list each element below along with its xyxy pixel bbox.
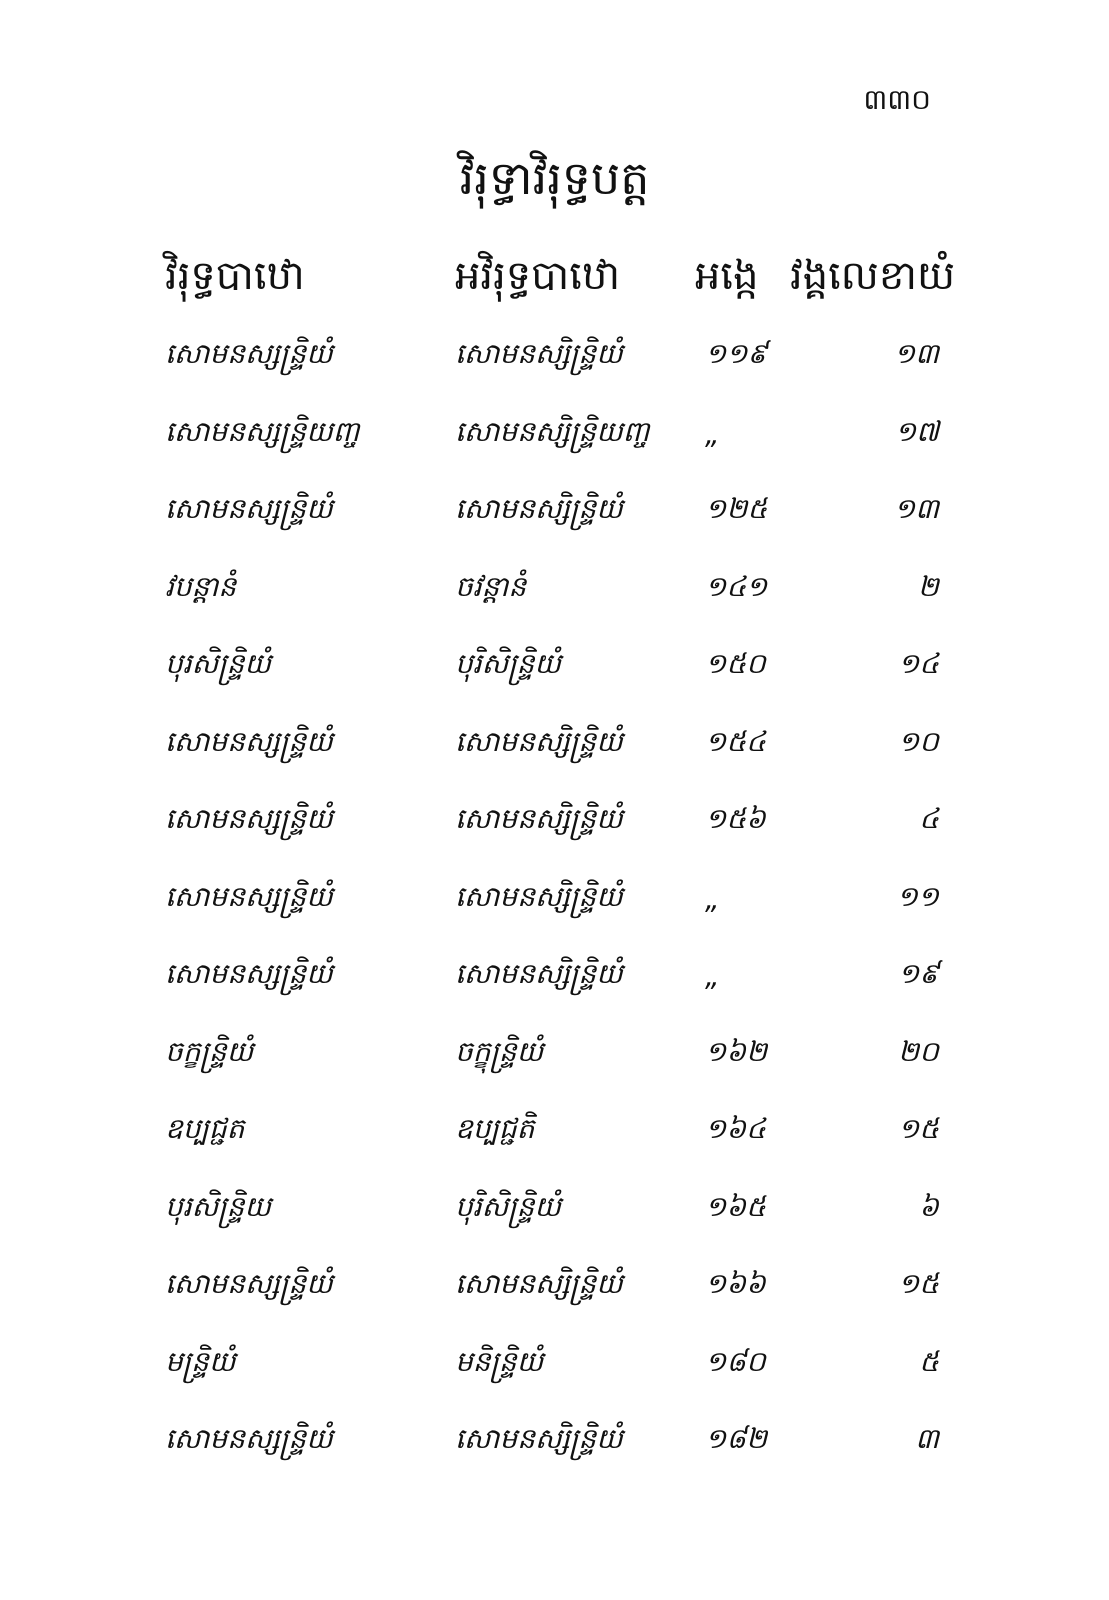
errata-table-body bbox=[165, 318, 945, 1481]
table-row bbox=[165, 706, 945, 784]
cell-correct-reading: មនិន្ទ្រិយំ bbox=[455, 1344, 544, 1378]
cell-page: ១១៩ bbox=[705, 337, 768, 371]
errata-table-header bbox=[165, 240, 956, 318]
table-row bbox=[165, 1016, 945, 1094]
cell-correct-reading: សោមនស្សិន្ទ្រិយំ bbox=[455, 1267, 623, 1301]
cell-correct-reading: ចក្ខុន្ទ្រិយំ bbox=[455, 1034, 544, 1068]
table-row bbox=[165, 396, 945, 474]
cell-wrong-reading: សោមនស្សន្ទ្រិយំ bbox=[165, 1422, 333, 1456]
table-row bbox=[165, 1171, 945, 1249]
cell-page: ១៨០ bbox=[705, 1344, 766, 1378]
table-row bbox=[165, 938, 945, 1016]
table-row bbox=[165, 1403, 945, 1481]
cell-line: ១៩ bbox=[897, 957, 939, 991]
cell-correct-reading: ឧប្បជ្ជតិ bbox=[455, 1112, 535, 1146]
cell-wrong-reading: សោមនស្សន្ទ្រិយំ bbox=[165, 879, 333, 913]
cell-page: ១៦៤ bbox=[705, 1112, 766, 1146]
cell-wrong-reading: វបន្តានំ bbox=[165, 569, 237, 603]
errata-table bbox=[165, 240, 956, 1481]
cell-correct-reading: សោមនស្សិន្ទ្រិយំ bbox=[455, 957, 623, 991]
table-row bbox=[165, 1093, 945, 1171]
cell-line: ១០ bbox=[897, 724, 939, 758]
cell-correct-reading: សោមនស្សិន្ទ្រិយញ្ច bbox=[455, 414, 650, 448]
cell-correct-reading: សោមនស្សិន្ទ្រិយំ bbox=[455, 724, 623, 758]
cell-page: ១៥៦ bbox=[705, 802, 766, 836]
cell-page: ១៥៤ bbox=[705, 724, 766, 758]
cell-wrong-reading: សោមនស្សន្ទ្រិយំ bbox=[165, 957, 333, 991]
cell-page: „ bbox=[705, 417, 720, 451]
cell-correct-reading: បុរិសិន្ទ្រិយំ bbox=[455, 1189, 562, 1223]
cell-line: ១១ bbox=[896, 879, 939, 913]
cell-page: ១៦៥ bbox=[705, 1189, 766, 1223]
cell-wrong-reading: ចក្ខន្ទ្រិយំ bbox=[165, 1034, 254, 1068]
table-row bbox=[165, 318, 945, 396]
cell-line: ១៣ bbox=[893, 492, 939, 526]
cell-page: „ bbox=[705, 960, 720, 994]
cell-page: ១៦៦ bbox=[705, 1267, 766, 1301]
cell-page: ១៦២ bbox=[705, 1034, 768, 1068]
cell-line: ១៧ bbox=[894, 414, 939, 448]
cell-line: ១៤ bbox=[897, 647, 939, 681]
cell-line: ២ bbox=[917, 569, 939, 603]
table-row bbox=[165, 1326, 945, 1404]
table-row bbox=[165, 473, 945, 551]
table-row bbox=[165, 861, 945, 939]
cell-page: ១៤១ bbox=[705, 569, 768, 603]
table-row bbox=[165, 783, 945, 861]
cell-correct-reading: សោមនស្សិន្ទ្រិយំ bbox=[455, 879, 623, 913]
table-row bbox=[165, 1248, 945, 1326]
cell-wrong-reading: បុរសិន្ទ្រិយំ bbox=[165, 647, 272, 681]
cell-wrong-reading: សោមនស្សន្ទ្រិយំ bbox=[165, 337, 333, 371]
cell-wrong-reading: បុរសិន្ទ្រិយ bbox=[165, 1189, 272, 1223]
cell-wrong-reading: មន្ទ្រិយំ bbox=[165, 1344, 236, 1378]
cell-wrong-reading: សោមនស្សន្ទ្រិយំ bbox=[165, 724, 333, 758]
cell-wrong-reading: សោមនស្សន្ទ្រិយំ bbox=[165, 492, 333, 526]
cell-correct-reading: សោមនស្សិន្ទ្រិយំ bbox=[455, 802, 623, 836]
cell-line: ៣ bbox=[915, 1422, 939, 1456]
cell-line: ៤ bbox=[919, 802, 939, 836]
page-title: វិរុទ្ធាវិរុទ្ធបត្ត bbox=[459, 151, 650, 205]
cell-line: ២០ bbox=[897, 1034, 939, 1068]
page-number: ៣៣០ bbox=[863, 83, 931, 116]
cell-line: ១៥ bbox=[897, 1112, 939, 1146]
cell-wrong-reading: សោមនស្សន្ទ្រិយំ bbox=[165, 1267, 333, 1301]
cell-correct-reading: សោមនស្សិន្ទ្រិយំ bbox=[455, 492, 623, 526]
table-row bbox=[165, 628, 945, 706]
cell-wrong-reading: ឧប្បជ្ជត bbox=[165, 1112, 245, 1146]
cell-page: ១៨២ bbox=[705, 1422, 768, 1456]
cell-page: ១៥០ bbox=[705, 647, 766, 681]
header-page: អង្កេ bbox=[695, 252, 759, 299]
cell-line: ៦ bbox=[919, 1189, 939, 1223]
cell-line: ១៥ bbox=[897, 1267, 939, 1301]
cell-correct-reading: បុរិសិន្ទ្រិយំ bbox=[455, 647, 562, 681]
header-row bbox=[165, 240, 945, 318]
cell-wrong-reading: សោមនស្សន្ទ្រិយំ bbox=[165, 802, 333, 836]
cell-correct-reading: ចវន្តានំ bbox=[455, 569, 527, 603]
cell-page: ១២៥ bbox=[705, 492, 768, 526]
header-line: វង្គលេខាយំ bbox=[790, 252, 956, 299]
table-row bbox=[165, 551, 945, 629]
cell-page: „ bbox=[705, 882, 720, 916]
cell-wrong-reading: សោមនស្សន្ទ្រិយញ្ច bbox=[165, 414, 360, 448]
header-wrong-reading: វិរុទ្ធបាឋោ bbox=[165, 252, 305, 299]
cell-line: ១៣ bbox=[893, 337, 939, 371]
cell-correct-reading: សោមនស្សិន្ទ្រិយំ bbox=[455, 1422, 623, 1456]
header-correct-reading: អវិរុទ្ធបាឋោ bbox=[455, 252, 621, 299]
cell-correct-reading: សោមនស្សិន្ទ្រិយំ bbox=[455, 337, 623, 371]
cell-line: ៥ bbox=[919, 1344, 939, 1378]
